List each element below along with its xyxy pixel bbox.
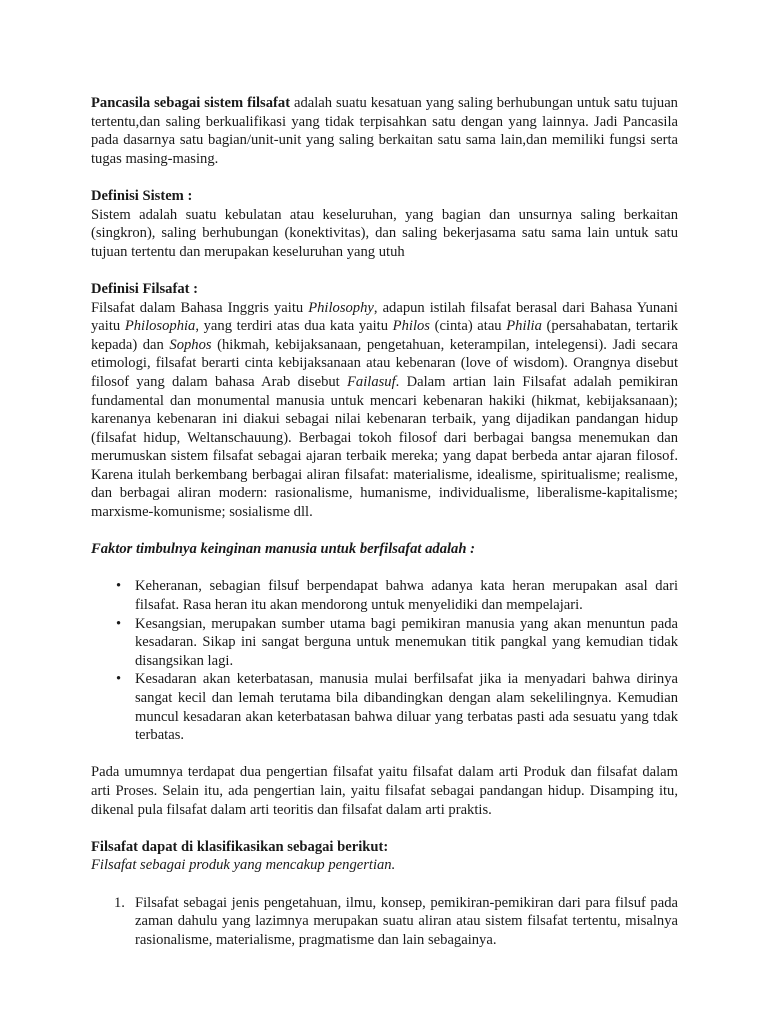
filsafat-text-5: (persahabatan, tertarik kepada) dan xyxy=(91,318,678,353)
list-item xyxy=(91,577,678,614)
klasifikasi-section xyxy=(91,838,678,950)
pengertian-paragraph: Pada umumnya terdapat dua pengertian filsafat yaitu filsafat dalam arti Produk dan filsafat dalam arti Proses. Selain itu, ada pengertian lain, yaitu filsafat sebagai pandangan hidup. Disamping itu, dikenal pula filsafat dalam arti teoritis dan filsafat dalam arti praktis. xyxy=(91,764,678,818)
definisi-filsafat-section xyxy=(91,280,678,522)
term-philosophia: Philosophia xyxy=(124,318,196,335)
bullet-icon: • xyxy=(116,578,122,595)
list-item-number: 1. xyxy=(114,894,125,911)
list-item xyxy=(91,894,678,950)
definisi-sistem-heading: Definisi Sistem : xyxy=(91,187,193,204)
faktor-list xyxy=(91,577,678,744)
list-item xyxy=(91,670,678,744)
list-item-text: Filsafat sebagai jenis pengetahuan, ilmu, konsep, pemikiran-pemikiran dari para filsuf pada zaman dahulu yang lazimnya merupakan suatu aliran atau sistem filsafat tertentu, misalnya rasionalisme, materialisme, pragmatisme dan lain sebagainya. xyxy=(135,894,678,948)
term-sophos: Sophos xyxy=(169,336,212,353)
klasifikasi-list xyxy=(91,894,678,950)
list-item-text: Kesadaran akan keterbatasan, manusia mulai berfilsafat jika ia menyadari bahwa dirinya sangat kecil dan lemah terutama bila dibandingkan dengan alam sekelilingnya. Kemudian muncul kesadaran akan keterbatasan bahwa diluar yang terbatas pasti ada sesuatu yang tdak terbatas. xyxy=(135,671,678,744)
faktor-heading: Faktor timbulnya keinginan manusia untuk berfilsafat adalah : xyxy=(91,541,475,558)
term-philia: Philia xyxy=(506,318,542,335)
definisi-sistem-section xyxy=(91,187,678,261)
klasifikasi-heading: Filsafat dapat di klasifikasikan sebagai berikut: xyxy=(91,838,389,855)
klasifikasi-subtitle: Filsafat sebagai produk yang mencakup pengertian. xyxy=(91,857,396,874)
bullet-icon: • xyxy=(116,671,122,688)
definisi-sistem-text: Sistem adalah suatu kebulatan atau keseluruhan, yang bagian dan unsurnya saling berkaitan (singkron), saling berhubungan (konektivitas), dan saling bekerjasama satu sama lain untuk satu tujuan tertentu dan merupakan keseluruhan yang utuh xyxy=(91,206,678,260)
filsafat-text-6: (hikmah, kebijaksanaan, pengetahuan, keterampilan, intelegensi). Jadi secara etimologi, filsafat berarti cinta kebijaksanaan atau kebenaran (love of wisdom). Orangnya disebut filosof yang dalam bahasa Arab disebut xyxy=(91,336,678,390)
filsafat-text-7: . Dalam artian lain Filsafat adalah pemikiran fundamental dan monumental manusia untuk mencari kebenaran hakiki (hikmat, kebijaksanaan); karenanya kebenaran ini diakui sebagai nilai kebenaran terbaik, yang dijadikan pandangan hidup (filsafat hidup, Weltanschauung). Berbagai tokoh filosof dari berbagai bangsa menemukan dan merumuskan sistem filsafat sebagai ajaran terbaik mereka; yang dapat berbeda antar ajaran filosof. Karena itulah berkembang berbagai aliran filsafat: materialisme, idealisme, spiritualisme; realisme, dan berbagai aliran modern: rasionalisme, humanisme, individualisme, liberalisme-kapitalisme; marxisme-komunisme; sosialisme dll. xyxy=(91,373,678,521)
definisi-filsafat-text xyxy=(91,299,678,522)
list-item-text: Kesangsian, merupakan sumber utama bagi pemikiran manusia yang akan menuntun pada kesadaran. Sikap ini sangat berguna untuk menemukan titik pangkal yang kemudian tidak disangsikan lagi. xyxy=(135,615,678,669)
filsafat-text-1: Filsafat dalam Bahasa Inggris yaitu xyxy=(91,299,309,316)
bullet-icon: • xyxy=(116,615,122,632)
intro-text: adalah suatu kesatuan yang saling berhubungan untuk satu tujuan tertentu,dan saling berkualifikasi yang tidak terpisahkan satu dengan yang lainnya. Jadi Pancasila pada dasarnya satu bagian/unit-unit yang saling berkaitan satu sama lain,dan memiliki fungsi serta tugas masing-masing. xyxy=(91,95,678,167)
filsafat-text-3: , yang terdiri atas dua kata yaitu xyxy=(195,318,393,335)
list-item-text: Keheranan, sebagian filsuf berpendapat bahwa adanya kata heran merupakan asal dari filsafat. Rasa heran itu akan mendorong untuk menyelidiki dan mempelajari. xyxy=(135,578,678,614)
list-item xyxy=(91,615,678,671)
term-philosophy: Philosophy xyxy=(308,299,374,316)
filsafat-text-2: , adapun istilah filsafat berasal dari Bahasa Yunani yaitu xyxy=(91,299,678,335)
filsafat-text-4: (cinta) atau xyxy=(429,318,507,335)
term-failasuf: Failasuf xyxy=(347,373,396,390)
definisi-filsafat-heading: Definisi Filsafat : xyxy=(91,280,199,297)
document-page xyxy=(91,94,678,949)
intro-paragraph xyxy=(91,94,678,168)
intro-bold-lead: Pancasila sebagai sistem filsafat xyxy=(91,95,291,111)
term-philos: Philos xyxy=(392,318,430,335)
